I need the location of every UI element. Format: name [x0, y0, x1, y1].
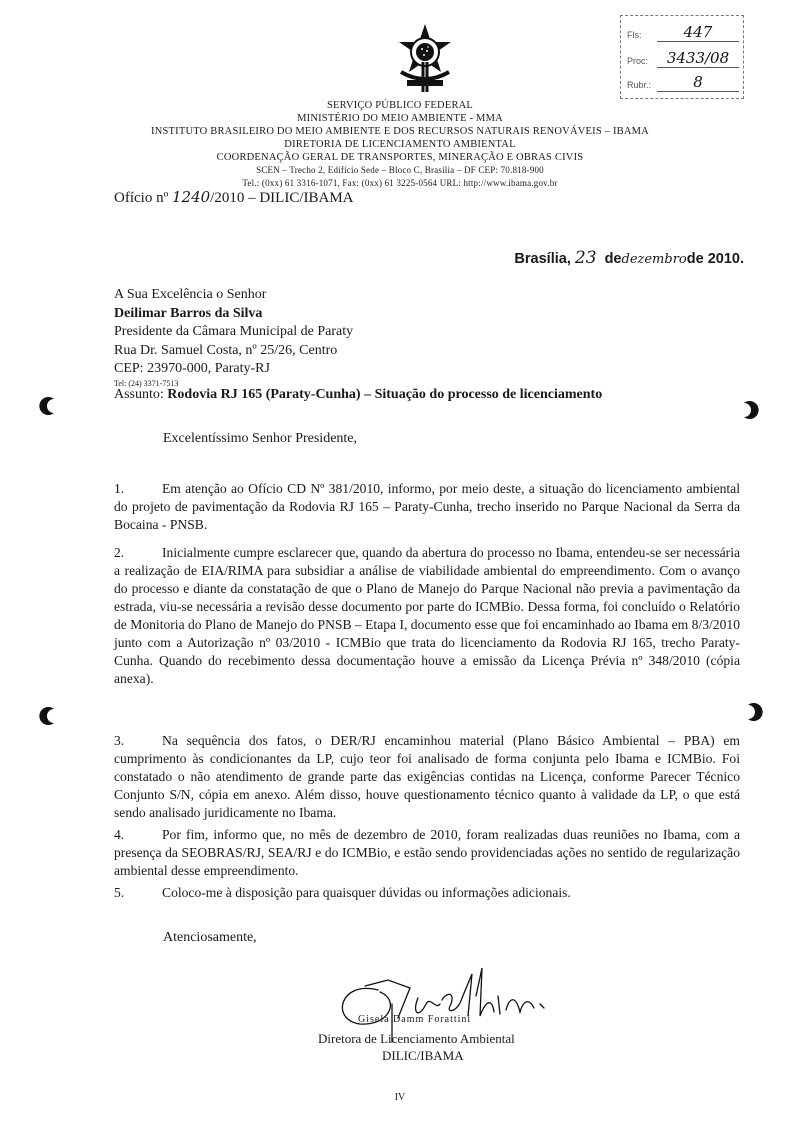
paragraph-1	[114, 480, 740, 534]
stamp-proc-row	[627, 48, 739, 68]
recipient-phone: Tel: (24) 3371-7513	[114, 378, 179, 388]
stamp-fls-row	[627, 22, 739, 42]
paragraph-2-number: 2.	[114, 545, 125, 560]
punch-hole-left-bottom-icon	[38, 706, 58, 726]
recipient-cep: CEP: 23970-000, Paraty-RJ	[114, 361, 270, 376]
letterhead-line-1: SERVIÇO PÚBLICO FEDERAL	[326, 100, 474, 111]
letter-date	[514, 248, 744, 268]
stamp-rubr-value: 8	[657, 73, 739, 92]
paragraph-4-text: Por fim, informo que, no mês de dezembro de 2010, foram realizadas duas reuniões no Ibama, com a presença da SEOBRAS/RJ, SEA/RJ e do ICMBio, e estão sendo providenciadas ações no sentido de regularização ambiental desse empreendimento.	[114, 827, 740, 878]
signatory-block	[318, 1030, 515, 1064]
letterhead-line-4: DIRETORIA DE LICENCIAMENTO AMBIENTAL	[284, 139, 516, 150]
recipient-street: Rua Dr. Samuel Costa, nº 25/26, Centro	[114, 342, 338, 358]
signatory-role: Diretora de Licenciamento Ambiental	[318, 1031, 515, 1046]
subject-line	[114, 387, 602, 403]
paragraph-4	[114, 826, 740, 880]
letterhead-line-2: MINISTÉRIO DO MEIO AMBIENTE - MMA	[297, 113, 503, 124]
recipient-role: Presidente da Câmara Municipal de Paraty	[114, 324, 354, 339]
paragraph-5-number: 5.	[114, 885, 125, 900]
stamp-rubr-row	[627, 72, 739, 92]
date-city: Brasília,	[514, 251, 571, 267]
recipient-name: Deilimar Barros da Silva	[114, 305, 263, 321]
date-year: de 2010.	[686, 251, 744, 267]
recipient-block	[114, 286, 353, 389]
paragraph-2	[114, 544, 740, 688]
paragraph-1-text: Em atenção ao Ofício CD Nº 381/2010, informo, por meio deste, a situação do licenciamento ambiental do projeto de pavimentação da Rodovia RJ 165 – Paraty-Cunha, trecho inserido no Parque Nacional da Serra da Bocaina - PNSB.	[114, 481, 740, 532]
date-day: 23	[574, 248, 597, 268]
paragraph-5-text: Coloco-me à disposição para quaisquer dúvidas ou informações adicionais.	[162, 885, 571, 900]
oficio-prefix: Ofício nº	[114, 190, 169, 206]
page-number: IV	[394, 1092, 406, 1103]
paragraph-3-text: Na sequência dos fatos, o DER/RJ encaminhou material (Plano Básico Ambiental – PBA) em cumprimento às condicionantes da LP, cujo teor foi analisado de forma conjunta pelo Ibama e ICMBio. Foi constatado o não atendimento de grande parte das exigências contidas na Licença, conforme Parecer Técnico Conjunto S/N, cópia em anexo. Além disso, houve questionamento técnico quanto à validade da LP, o que está sendo analisado juridicamente no Ibama.	[114, 733, 740, 820]
paragraph-2-text: Inicialmente cumpre esclarecer que, quando da abertura do processo no Ibama, entendeu-se ser necessária a realização de EIA/RIMA para subsidiar a análise de viabilidade ambiental do empreendimento. Com o avanço do processo e diante da constatação de que o Plano de Manejo do Parque Nacional não previa a pavimentação da estrada, viu-se necessária a revisão desse documento por parte do ICMBio. Dessa forma, foi concluído o Relatório de Monitoria do Plano de Manejo do PNSB – Etapa I, documento esse que foi encaminhado ao Ibama em 8/3/2010 junto com a Autorização nº 03/2010 - ICMBio que trata do licenciamento da Rodovia RJ 165, trecho Paraty-Cunha. Quando do recebimento dessa documentação houve a emissão da Licença Prévia nº 348/2010 (cópia anexa).	[114, 545, 740, 686]
letterhead-contacts: Tel.: (0xx) 61 3316-1071, Fax: (0xx) 61 3225-0564 URL: http://www.ibama.gov.br	[242, 178, 558, 188]
stamp-fls-label: Fls:	[627, 30, 642, 40]
paragraph-5	[114, 884, 740, 902]
date-month: dezembro	[621, 252, 687, 267]
coat-of-arms-icon	[393, 22, 457, 94]
signatory-name: Gisela Damm Forattini	[358, 1014, 472, 1025]
oficio-handwritten-number: 1240	[171, 188, 211, 206]
punch-hole-left-top-icon	[38, 396, 58, 416]
closing: Atenciosamente,	[163, 930, 257, 945]
paragraph-3-number: 3.	[114, 733, 125, 748]
recipient-salutation: A Sua Excelência o Senhor	[114, 287, 267, 302]
paragraph-1-number: 1.	[114, 481, 125, 496]
signatory-unit: DILIC/IBAMA	[382, 1048, 464, 1063]
stamp-fls-value: 447	[657, 23, 739, 42]
letterhead-address: SCEN – Trecho 2, Edifício Sede – Bloco C, Brasília – DF CEP: 70.818-900	[256, 165, 544, 175]
date-de: de	[604, 251, 622, 267]
paragraph-3	[114, 732, 740, 822]
protocol-stamp	[620, 15, 744, 99]
letterhead-line-3: INSTITUTO BRASILEIRO DO MEIO AMBIENTE E DOS RECURSOS NATURAIS RENOVÁVEIS – IBAMA	[151, 126, 649, 137]
oficio-number	[114, 188, 354, 207]
stamp-rubr-label: Rubr.:	[627, 80, 652, 90]
letterhead	[0, 99, 800, 190]
punch-hole-right-top-icon	[740, 400, 760, 420]
stamp-proc-value: 3433/08	[657, 49, 739, 68]
subject-label: Assunto:	[114, 387, 164, 402]
greeting: Excelentíssimo Senhor Presidente,	[163, 431, 358, 446]
punch-hole-right-bottom-icon	[744, 702, 764, 722]
paragraph-4-number: 4.	[114, 827, 125, 842]
stamp-proc-label: Proc:	[627, 56, 649, 66]
oficio-suffix: /2010 – DILIC/IBAMA	[210, 190, 354, 206]
subject-text: Rodovia RJ 165 (Paraty-Cunha) – Situação do processo de licenciamento	[167, 387, 603, 402]
letterhead-line-5: COORDENAÇÃO GERAL DE TRANSPORTES, MINERAÇÃO E OBRAS CIVIS	[216, 152, 584, 163]
